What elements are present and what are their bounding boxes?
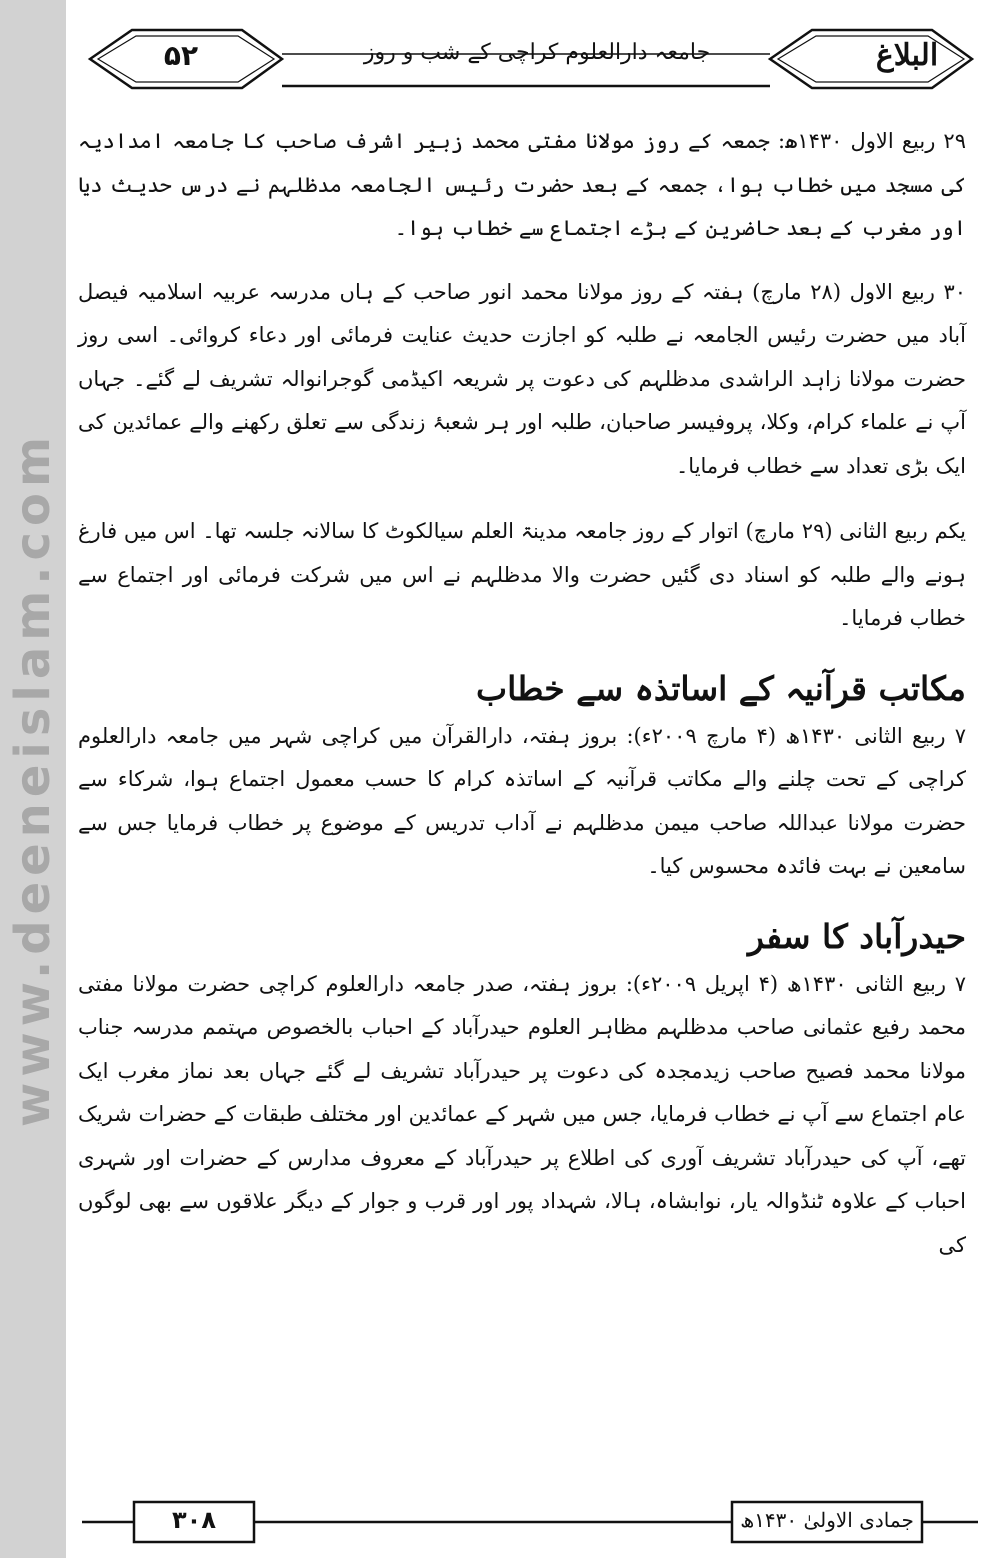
page-header bbox=[82, 18, 978, 100]
footer-issue-date: جمادی الاولیٰ ۱۴۳۰ھ bbox=[740, 1508, 914, 1532]
article-body bbox=[78, 120, 966, 1289]
paragraph-hyderabad: ۷ ربیع الثانی ۱۴۳۰ھ (۴ اپریل ۲۰۰۹ء): بروز ہفتہ، صدر جامعہ دارالعلوم کراچی حضرت مولانا مفتی محمد رفیع عثمانی صاحب مدظلہم مظاہر العلوم حیدرآباد کے احباب بالخصوص مہتمم مدرسہ جناب مولانا محمد فصیح صاحب زیدمجدہ کی دعوت پر حیدرآباد تشریف لے گئے جہاں بعد نماز مغرب ایک عام اجتماع سے آپ نے خطاب فرمایا، جس میں شہر کے عمائدین اور مختلف طبقات کے حضرات شریک تھے، آپ کی حیدرآباد تشریف آوری کی اطلاع پر حیدرآباد کے معروف مدارس کے حضرات اور شہری احباب کے علاوہ ٹنڈوالہ یار، نوابشاہ، ہالا، شہداد پور اور قرب و جوار کے دیگر علاقوں سے بھی لوگوں کی bbox=[78, 971, 966, 1257]
magazine-logo: البلاغ bbox=[875, 38, 939, 73]
paragraph-makatib: ۷ ربیع الثانی ۱۴۳۰ھ (۴ مارچ ۲۰۰۹ء): بروز ہفتہ، دارالقرآن میں کراچی شہر میں جامعہ دارالعلوم کراچی کے تحت چلنے والے مکاتب قرآنیہ کے اساتذہ کرام کا حسب معمول اجتماع ہوا، شرکاء سے حضرت مولانا عبداللہ صاحب میمن مدظلہم نے آداب تدریس کے موضوع پر خطاب فرمایا جس سے سامعین نے بہت فائدہ محسوس کیا۔ bbox=[78, 723, 967, 878]
running-title: جامعہ دارالعلوم کراچی کے شب و روز bbox=[363, 40, 711, 65]
section-heading-hyderabad: حیدرآباد کا سفر bbox=[747, 916, 966, 956]
section-heading-makatib: مکاتب قرآنیہ کے اساتذہ سے خطاب bbox=[476, 668, 966, 708]
paragraph-rabi-ul-awwal-30: ۳۰ ربیع الاول (۲۸ مارچ) ہفتہ کے روز مولانا محمد انور صاحب کے ہاں مدرسہ عربیہ اسلامیہ فیصل آباد میں حضرت رئیس الجامعہ نے طلبہ کو اجازت حدیث عنایت فرمائی اور دعاء کروائی۔ اسی روز حضرت مولانا زاہد الراشدی مدظلہم کی دعوت پر شریعہ اکیڈمی گوجرانوالہ تشریف لے گئے۔ جہاں آپ نے علماء کرام، وکلا، پروفیسر صاحبان، طلبہ اور ہر شعبۂ زندگی سے تعلق رکھنے والے عمائدین کی ایک بڑی تعداد سے خطاب فرمایا۔ bbox=[78, 279, 966, 478]
header-page-number: ۵۲ bbox=[163, 39, 199, 72]
side-watermark-strip bbox=[0, 0, 66, 1558]
paragraph-rabi-ul-awwal-29: ۲۹ ربیع الاول ۱۴۳۰ھ: جمعہ کے روز مولانا مفتی محمد زبیر اشرف صاحب کا جامعہ امدادیہ کی مسجد میں خطاب ہوا، جمعہ کے بعد حضرت رئیس الجامعہ مدظلہم نے درس حدیث دیا اور مغرب کے بعد حاضرین کے بڑے اجتماع سے خطاب ہوا۔ bbox=[78, 129, 966, 240]
page-footer bbox=[82, 1496, 978, 1546]
website-watermark: www.deeneislam.com bbox=[5, 431, 61, 1127]
footer-page-number: ۳۰۸ bbox=[172, 1506, 216, 1534]
paragraph-rabi-us-sani-1: یکم ربیع الثانی (۲۹ مارچ) اتوار کے روز جامعہ مدینۃ العلم سیالکوٹ کا سالانہ جلسہ تھا۔ اس میں فارغ ہونے والے طلبہ کو اسناد دی گئیں حضرت والا مدظلہم نے اس میں شرکت فرمائی اور اجتماع سے خطاب فرمایا۔ bbox=[78, 519, 967, 630]
